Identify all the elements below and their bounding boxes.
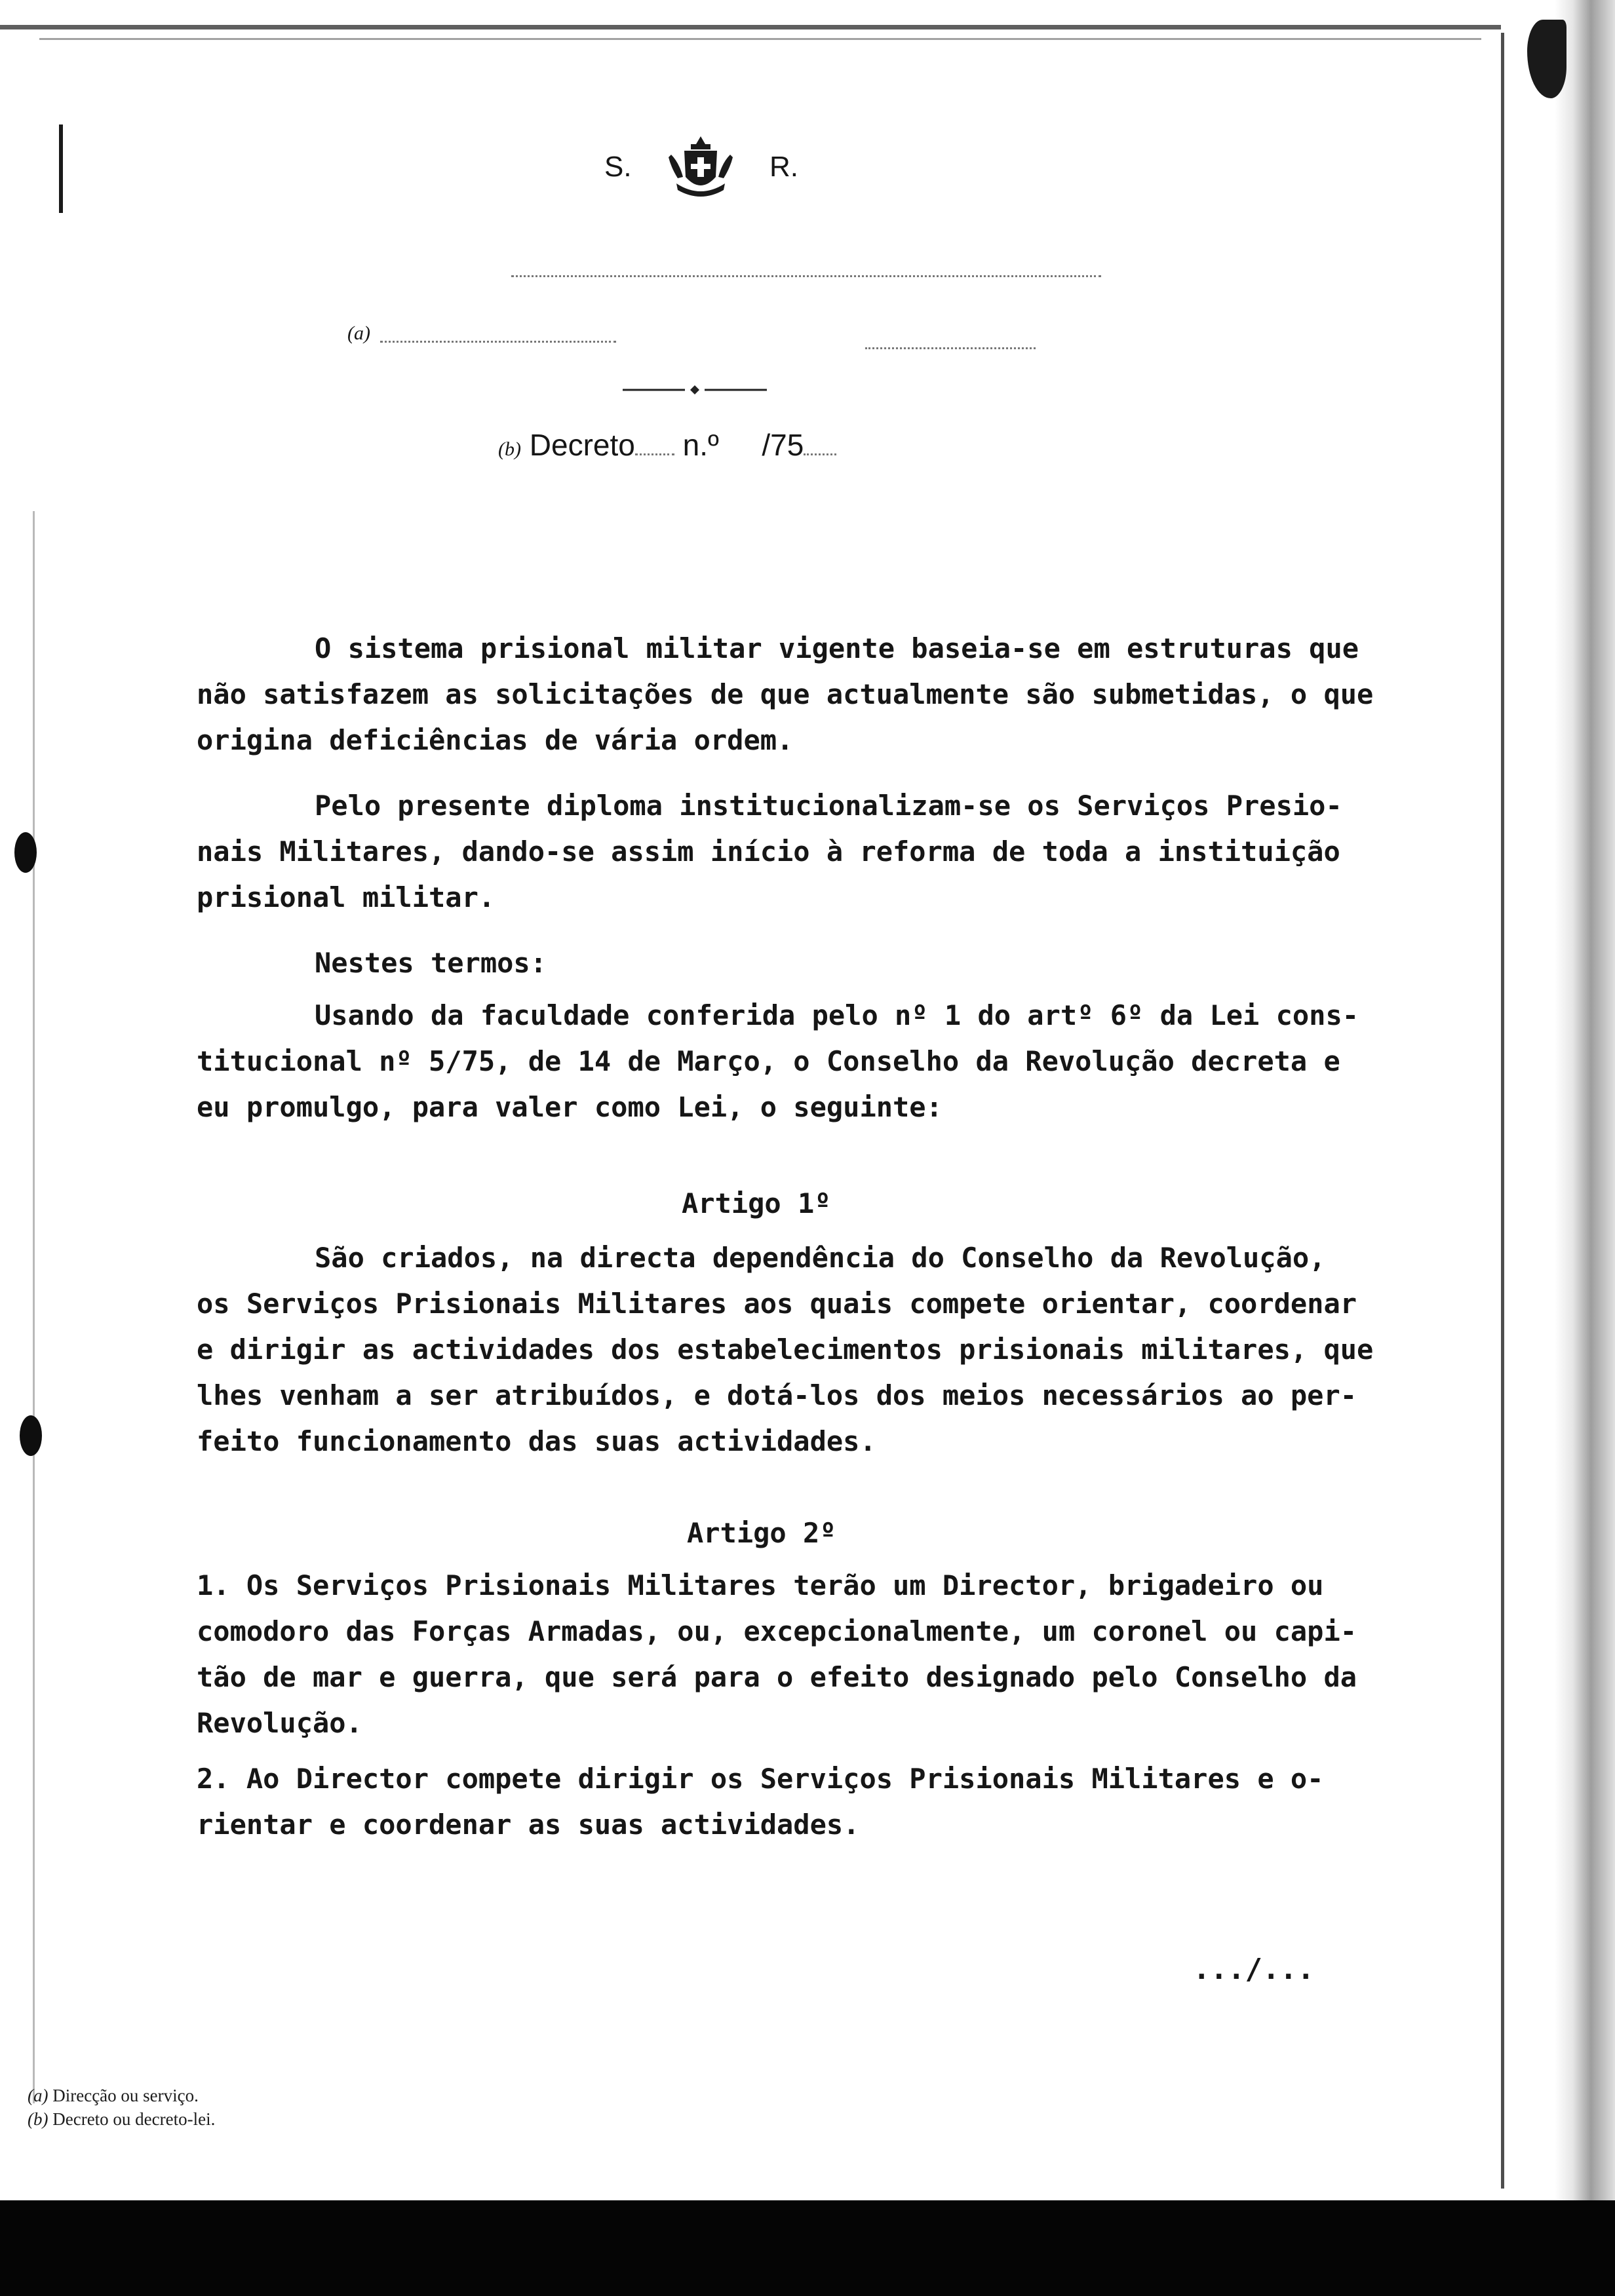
text-line: Pelo presente diploma institucionalizam-se os Serviços Presio- <box>315 790 1342 822</box>
text-line: e dirigir as actividades dos estabelecimentos prisionais militares, que <box>197 1333 1374 1366</box>
text-line: 2. Ao Director compete dirigir os Serviços Prisionais Militares e o- <box>197 1763 1324 1795</box>
scan-bottom-bar <box>0 2200 1615 2296</box>
form-blank-line-1 <box>511 275 1101 277</box>
article-2-item-1 <box>197 1563 1357 1746</box>
text-line: Revolução. <box>197 1707 362 1739</box>
text-line: não satisfazem as solicitações de que actualmente são submetidas, o que <box>197 678 1374 710</box>
preamble-paragraph-2 <box>197 783 1342 921</box>
text-line: os Serviços Prisionais Militares aos quais compete orientar, coordenar <box>197 1288 1357 1320</box>
text-line: feito funcionamento das suas actividades. <box>197 1425 876 1457</box>
punch-hole-upper <box>14 832 37 873</box>
decree-number-line <box>498 427 836 463</box>
text-line: titucional nº 5/75, de 14 de Março, o Conselho da Revolução decreta e <box>197 1045 1340 1077</box>
letterhead <box>0 131 1403 203</box>
text-line: comodoro das Forças Armadas, ou, excepcionalmente, um coronel ou capi- <box>197 1615 1357 1647</box>
scan-top-edge <box>0 25 1501 29</box>
form-label-a: (a) <box>347 322 370 344</box>
text-line: eu promulgo, para valer como Lei, o seguinte: <box>197 1091 943 1123</box>
preamble-paragraph-4 <box>197 993 1359 1130</box>
footnotes <box>28 2084 215 2131</box>
footnote-mark: (b) <box>28 2109 49 2129</box>
article-2-heading: Artigo 2º <box>687 1517 836 1549</box>
ornament-divider <box>623 383 767 396</box>
text-line: Usando da faculdade conferida pelo nº 1 do artº 6º da Lei cons- <box>315 999 1359 1031</box>
text-line: origina deficiências de vária ordem. <box>197 724 794 756</box>
text-line: prisional militar. <box>197 881 496 913</box>
article-1-text <box>197 1235 1373 1464</box>
text-line: nais Militares, dando-se assim início à reforma de toda a instituição <box>197 835 1340 868</box>
coat-of-arms-icon <box>665 131 737 203</box>
letterhead-left-letter: S. <box>604 151 632 183</box>
decree-fill-1 <box>635 453 674 455</box>
text-line: São criados, na directa dependência do Conselho da Revolução, <box>315 1242 1326 1274</box>
form-blank-line-2a <box>380 341 616 343</box>
continuation-mark: .../... <box>1193 1953 1315 1986</box>
text-line: 1. Os Serviços Prisionais Militares terão um Director, brigadeiro ou <box>197 1569 1324 1601</box>
scan-right-edge <box>1501 33 1504 2189</box>
decree-fill-2 <box>804 453 836 455</box>
scan-left-rule <box>33 511 35 2103</box>
scan-right-strip <box>1555 0 1615 2202</box>
preamble-paragraph-1 <box>197 626 1373 763</box>
decree-number-word: n.º <box>682 428 719 462</box>
scan-right-blob <box>1527 20 1566 98</box>
punch-hole-lower <box>20 1415 42 1456</box>
footnote-text: Direcção ou serviço. <box>52 2086 199 2105</box>
article-2-item-2 <box>197 1756 1323 1848</box>
text-line: rientar e coordenar as suas actividades. <box>197 1808 860 1841</box>
text-line: lhes venham a ser atribuídos, e dotá-los dos meios necessários ao per- <box>197 1379 1357 1411</box>
footnote-a <box>28 2084 215 2107</box>
text-line: Nestes termos: <box>315 947 547 979</box>
form-blank-line-2b <box>865 347 1036 349</box>
preamble-paragraph-3 <box>197 940 547 986</box>
footnote-b <box>28 2107 215 2131</box>
footnote-mark: (a) <box>28 2086 49 2105</box>
scan-top-shadow <box>39 38 1481 40</box>
text-line: O sistema prisional militar vigente baseia-se em estruturas que <box>315 632 1359 664</box>
decree-word: Decreto <box>529 428 635 462</box>
article-1-heading: Artigo 1º <box>682 1187 831 1219</box>
form-label-b: (b) <box>498 438 521 460</box>
text-line: tão de mar e guerra, que será para o efeito designado pelo Conselho da <box>197 1661 1357 1693</box>
footnote-text: Decreto ou decreto-lei. <box>52 2109 216 2129</box>
decree-number-value: /75 <box>762 428 804 462</box>
letterhead-right-letter: R. <box>769 151 799 183</box>
